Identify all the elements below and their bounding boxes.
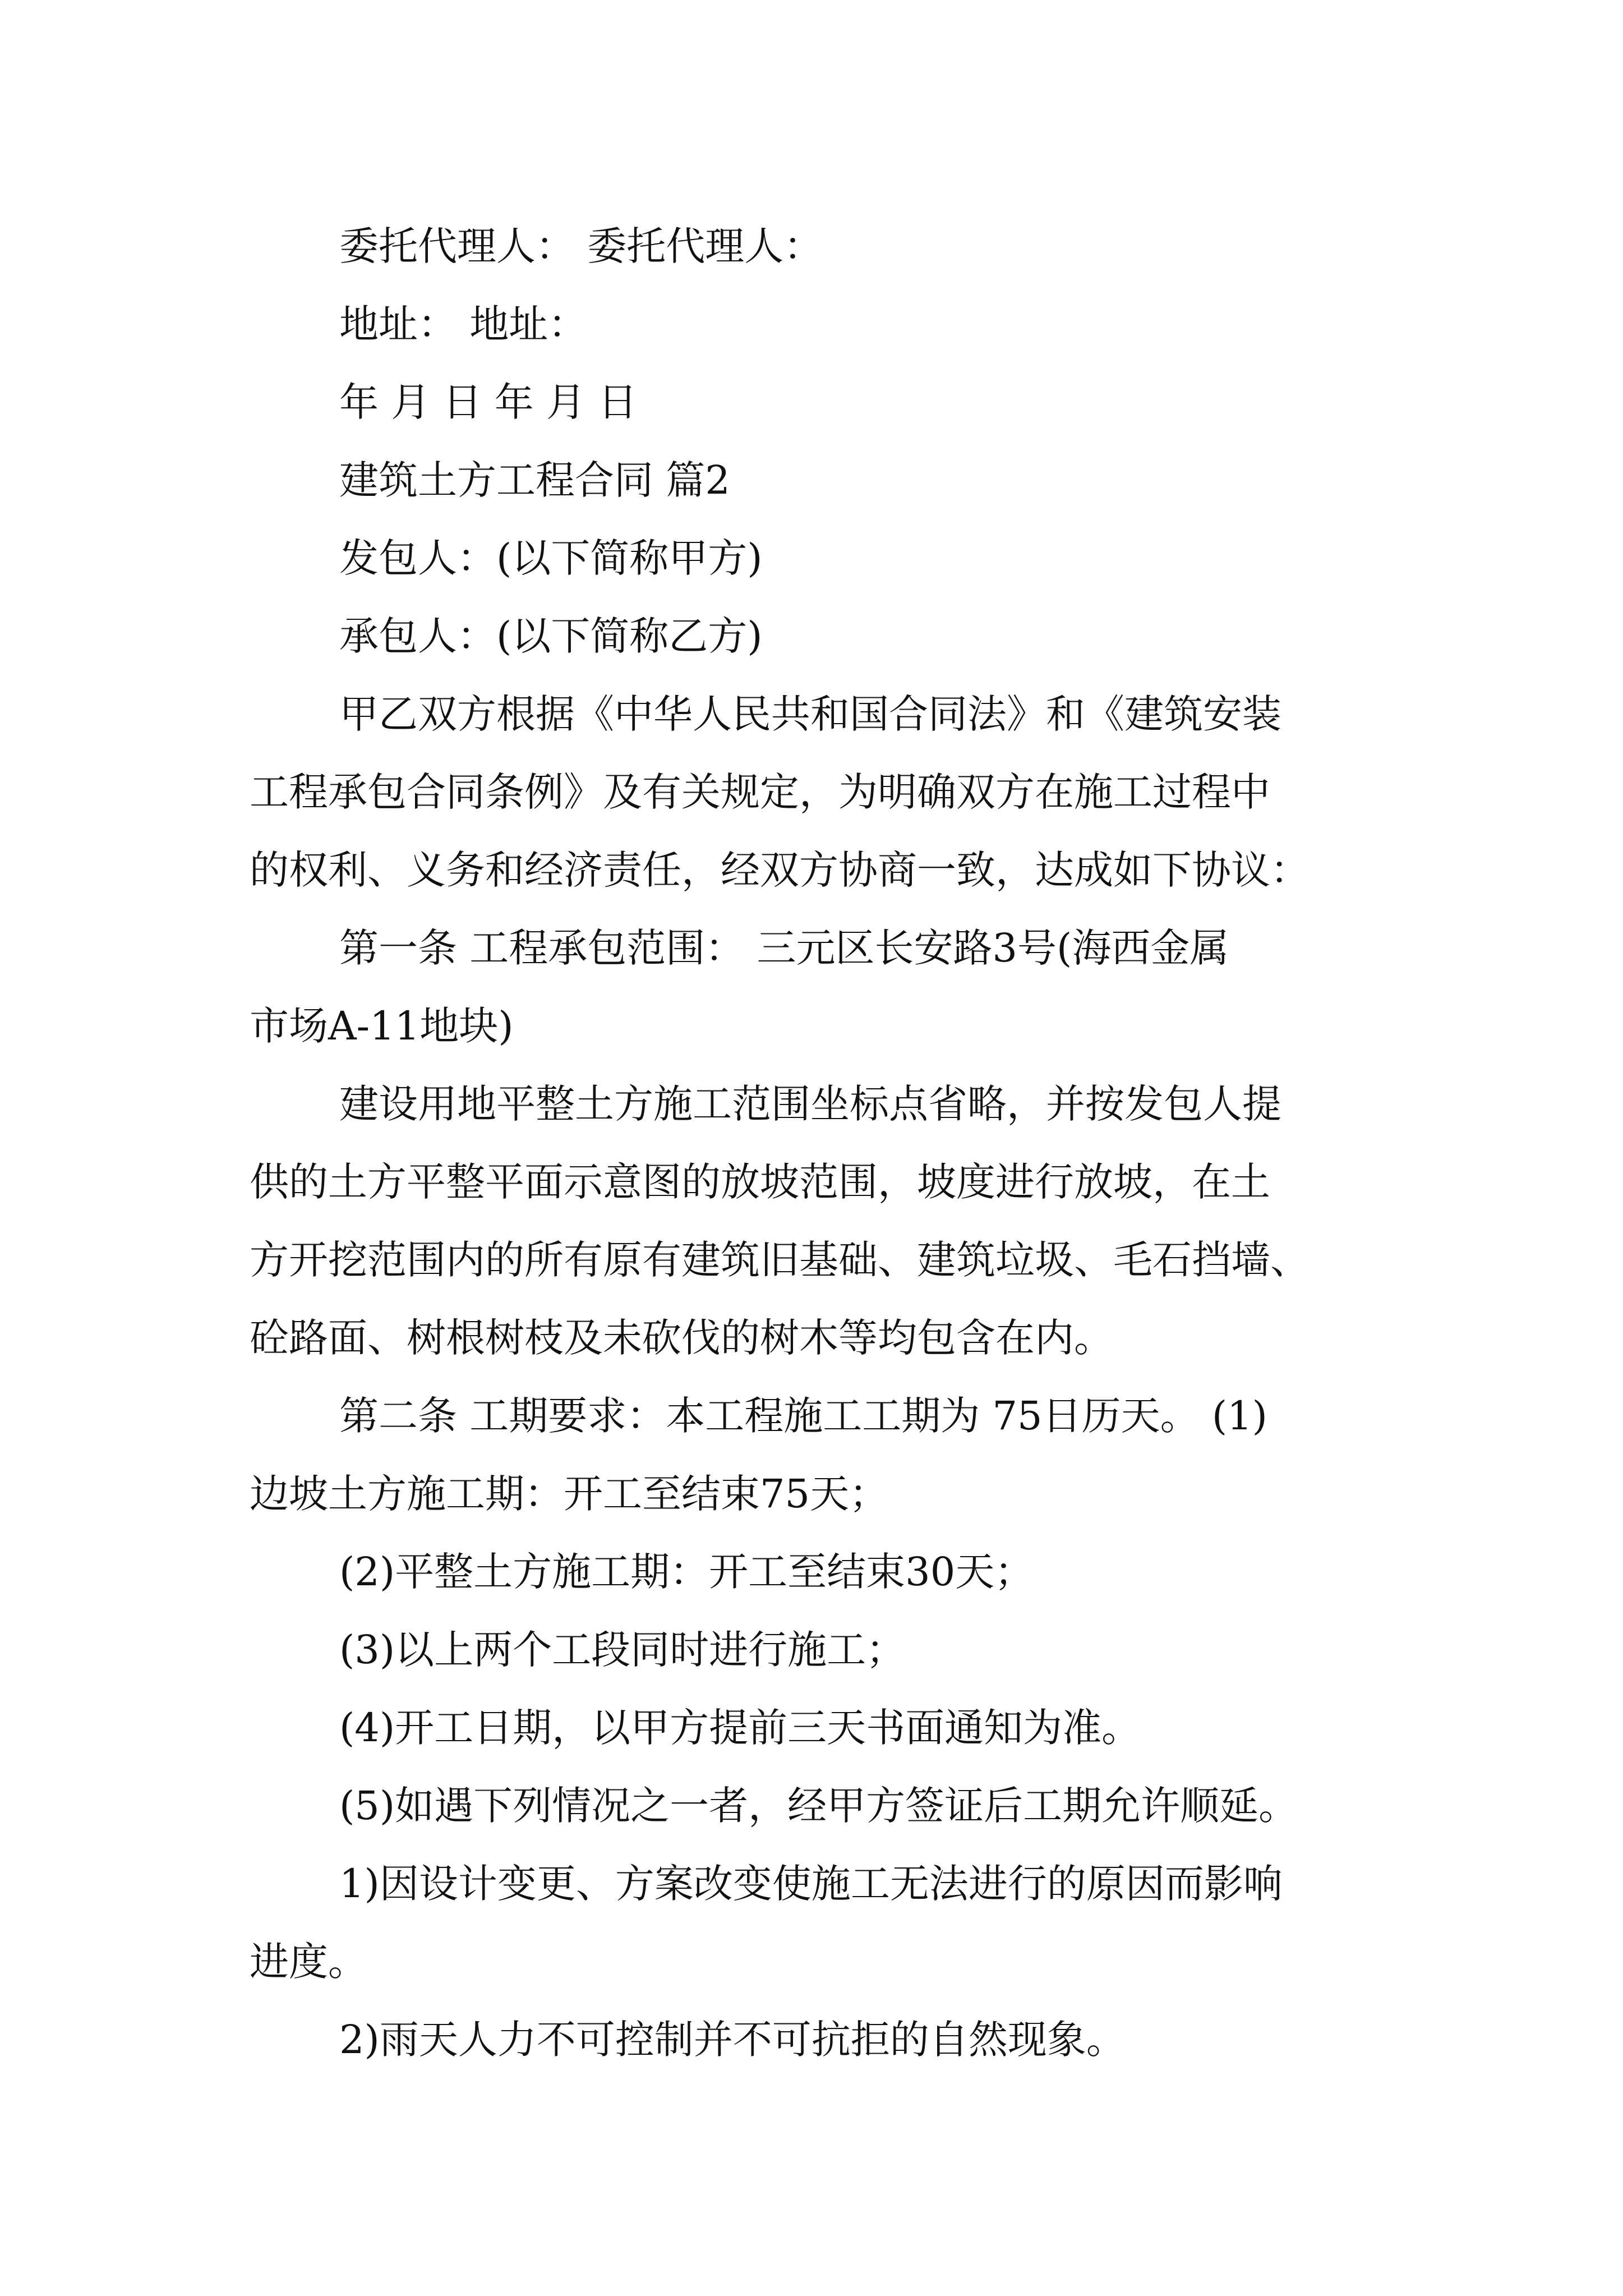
item-5: (5)如遇下列情况之一者，经甲方签证后工期允许顺延。 [339, 1783, 1298, 1829]
sub-item-2: 2)雨天人力不可控制并不可抗拒的自然现象。 [339, 2017, 1126, 2063]
paragraph-line: 甲乙双方根据《中华人民共和国合同法》和《建筑安装 [339, 691, 1281, 737]
document-body [250, 208, 1380, 2079]
paragraph-line: 的权利、义务和经济责任，经双方协商一致，达成如下协议： [250, 847, 1310, 893]
address-line: 地址： 地址： [339, 301, 588, 347]
paragraph-line: 方开挖范围内的所有原有建筑旧基础、建筑垃圾、毛石挡墙、 [250, 1237, 1310, 1283]
section-title: 建筑土方工程合同 篇2 [339, 457, 730, 503]
paragraph-line: 1)因设计变更、方案改变使施工无法进行的原因而影响 [339, 1861, 1283, 1907]
paragraph-line: 供的土方平整平面示意图的放坡范围，坡度进行放坡，在土 [250, 1159, 1270, 1205]
paragraph-line: 第二条 工期要求：本工程施工工期为 75日历天。 (1) [339, 1393, 1267, 1439]
item-4: (4)开工日期，以甲方提前三天书面通知为准。 [339, 1705, 1141, 1751]
party-a-line: 发包人：(以下简称甲方) [339, 535, 763, 581]
paragraph-line: 第一条 工程承包范围： 三元区长安路3号(海西金属 [339, 925, 1229, 971]
party-b-line: 承包人：(以下简称乙方) [339, 613, 763, 659]
scope-paragraph [250, 1065, 1380, 1377]
intro-paragraph [250, 675, 1380, 909]
item-2: (2)平整土方施工期：开工至结束30天； [339, 1549, 1034, 1595]
article-1-paragraph [250, 909, 1380, 1065]
paragraph-line: 工程承包合同条例》及有关规定，为明确双方在施工过程中 [250, 769, 1270, 815]
date-line: 年 月 日 年 月 日 [339, 379, 638, 425]
agent-line: 委托代理人： 委托代理人： [339, 223, 823, 269]
sub-item-1-paragraph [250, 1845, 1380, 2001]
article-2-paragraph [250, 1377, 1380, 1533]
paragraph-line: 边坡土方施工期：开工至结束75天； [250, 1471, 889, 1517]
paragraph-line: 市场A-11地块) [250, 1003, 514, 1049]
paragraph-line: 砼路面、树根树枝及未砍伐的树木等均包含在内。 [250, 1315, 1113, 1361]
paragraph-line: 进度。 [250, 1939, 367, 1985]
paragraph-line: 建设用地平整土方施工范围坐标点省略，并按发包人提 [339, 1081, 1281, 1127]
item-3: (3)以上两个工段同时进行施工； [339, 1627, 906, 1673]
